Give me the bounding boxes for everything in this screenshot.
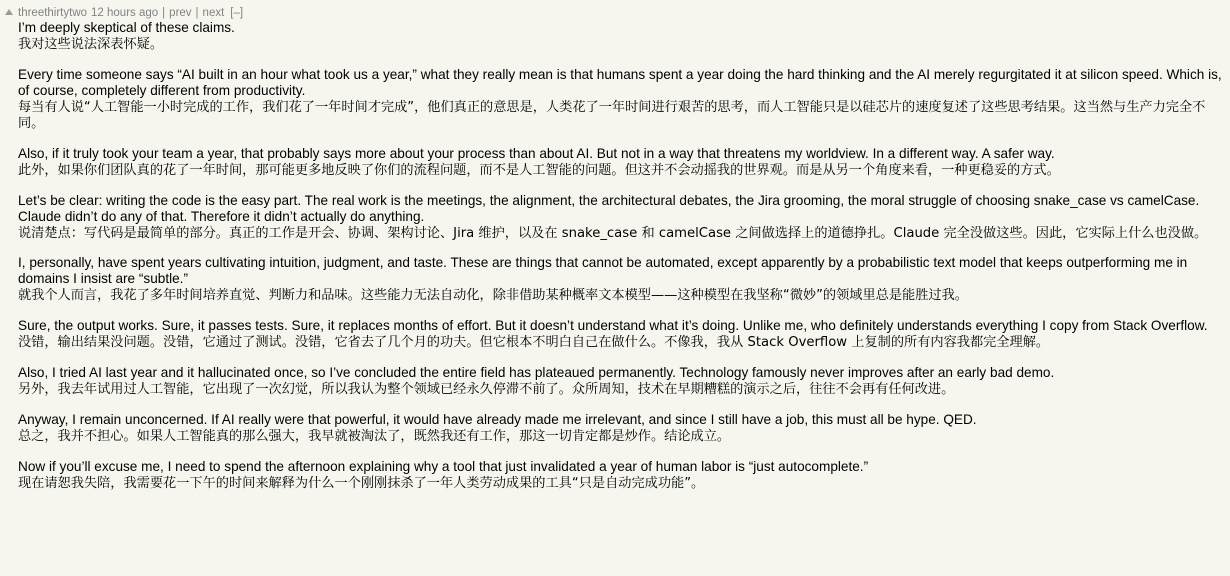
paragraph-en: Every time someone says “AI built in an hour what took us a year,” what they really mean is that humans spent a year doing the hard thinking and the AI merely regurgitated it at silicon speed. Which is, of course, completely different from productivity. bbox=[18, 66, 1222, 98]
paragraph-zh: 此外，如果你们团队真的花了一年时间，那可能更多地反映了你们的流程问题，而不是人工智能的问题。但这并不会动摇我的世界观。而是从另一个角度来看，一种更稳妥的方式。 bbox=[18, 162, 1060, 178]
collapse-toggle-link[interactable]: [–] bbox=[230, 7, 244, 19]
prev-link[interactable]: prev bbox=[169, 7, 192, 19]
paragraph-en: Now if you’ll excuse me, I need to spend the afternoon explaining why a tool that just invalidated a year of human labor is “just autocomplete.” bbox=[18, 458, 869, 474]
paragraph-en: Let’s be clear: writing the code is the easy part. The real work is the meetings, the alignment, the architectural debates, the Jira grooming, the moral struggle of choosing snake_case vs camelCase. Claude didn’t do any of that. Therefore it didn’t actually do anything. bbox=[18, 192, 1200, 224]
paragraph-en: Anyway, I remain unconcerned. If AI really were that powerful, it would have already made me irrelevant, and since I still have a job, this must all be hype. QED. bbox=[18, 412, 977, 428]
comment-author-link[interactable]: threethirtytwo bbox=[18, 7, 88, 19]
comment-body bbox=[0, 20, 1230, 492]
next-link[interactable]: next bbox=[202, 7, 225, 19]
paragraph-zh: 总之，我并不担心。如果人工智能真的那么强大，我早就被淘汰了，既然我还有工作，那这一切肯定都是炒作。结论成立。 bbox=[18, 429, 731, 445]
paragraph-en: I’m deeply skeptical of these claims. bbox=[18, 20, 235, 35]
meta-separator-1: | bbox=[162, 7, 166, 19]
meta-separator-2: | bbox=[195, 7, 199, 19]
triangle-collapse-icon[interactable] bbox=[5, 9, 13, 15]
paragraph-zh: 另外，我去年试用过人工智能，它出现了一次幻觉，所以我认为整个领域已经永久停滞不前了。众所周知，技术在早期糟糕的演示之后，往往不会再有任何改进。 bbox=[18, 382, 955, 398]
comment-meta bbox=[0, 6, 1230, 20]
paragraph-zh: 每当有人说“人工智能一小时完成的工作，我们花了一年时间才完成”，他们真正的意思是，人类花了一年时间进行艰苦的思考，而人工智能只是以硅芯片的速度复述了这些思考结果。这当然与生产力完全不同。 bbox=[18, 99, 1206, 131]
paragraph-en: Also, if it truly took your team a year, that probably says more about your process than about AI. But not in a way that threatens my worldview. In a different way. A safer way. bbox=[18, 145, 1055, 161]
paragraph-zh: 说清楚点：写代码是最简单的部分。真正的工作是开会、协调、架构讨论、Jira 维护，以及在 snake_case 和 camelCase 之间做选择上的道德挣扎。Claude 完全没做这些。因此，它实际上什么也没做。 bbox=[18, 225, 1208, 241]
paragraph-zh: 就我个人而言，我花了多年时间培养直觉、判断力和品味。这些能力无法自动化，除非借助某种概率文本模型——这种模型在我坚称“微妙”的领域里总是能胜过我。 bbox=[18, 288, 968, 304]
paragraph-en: I, personally, have spent years cultivating intuition, judgment, and taste. These are things that cannot be automated, except apparently by a probabilistic text model that keeps outperforming me in domains I insist are “subtle.” bbox=[18, 255, 1188, 287]
paragraph-zh: 我对这些说法深表怀疑。 bbox=[18, 37, 164, 53]
paragraph-en: Sure, the output works. Sure, it passes tests. Sure, it replaces months of effort. But it doesn’t understand what it’s doing. Unlike me, who definitely understands everything I copy from Stack Overflow. bbox=[18, 318, 1208, 334]
paragraph-en: Also, I tried AI last year and it hallucinated once, so I’ve concluded the entire field has plateaued permanently. Technology famously never improves after an early bad demo. bbox=[18, 365, 1055, 381]
comment-age: 12 hours ago bbox=[91, 7, 159, 19]
paragraph-zh: 没错，输出结果没问题。没错，它通过了测试。没错，它省去了几个月的功夫。但它根本不明白自己在做什么。不像我，我从 Stack Overflow 上复制的所有内容我都完全理解。 bbox=[18, 335, 1050, 351]
paragraph-zh: 现在请恕我失陪，我需要花一下午的时间来解释为什么一个刚刚抹杀了一年人类劳动成果的工具“只是自动完成功能”。 bbox=[18, 475, 705, 491]
